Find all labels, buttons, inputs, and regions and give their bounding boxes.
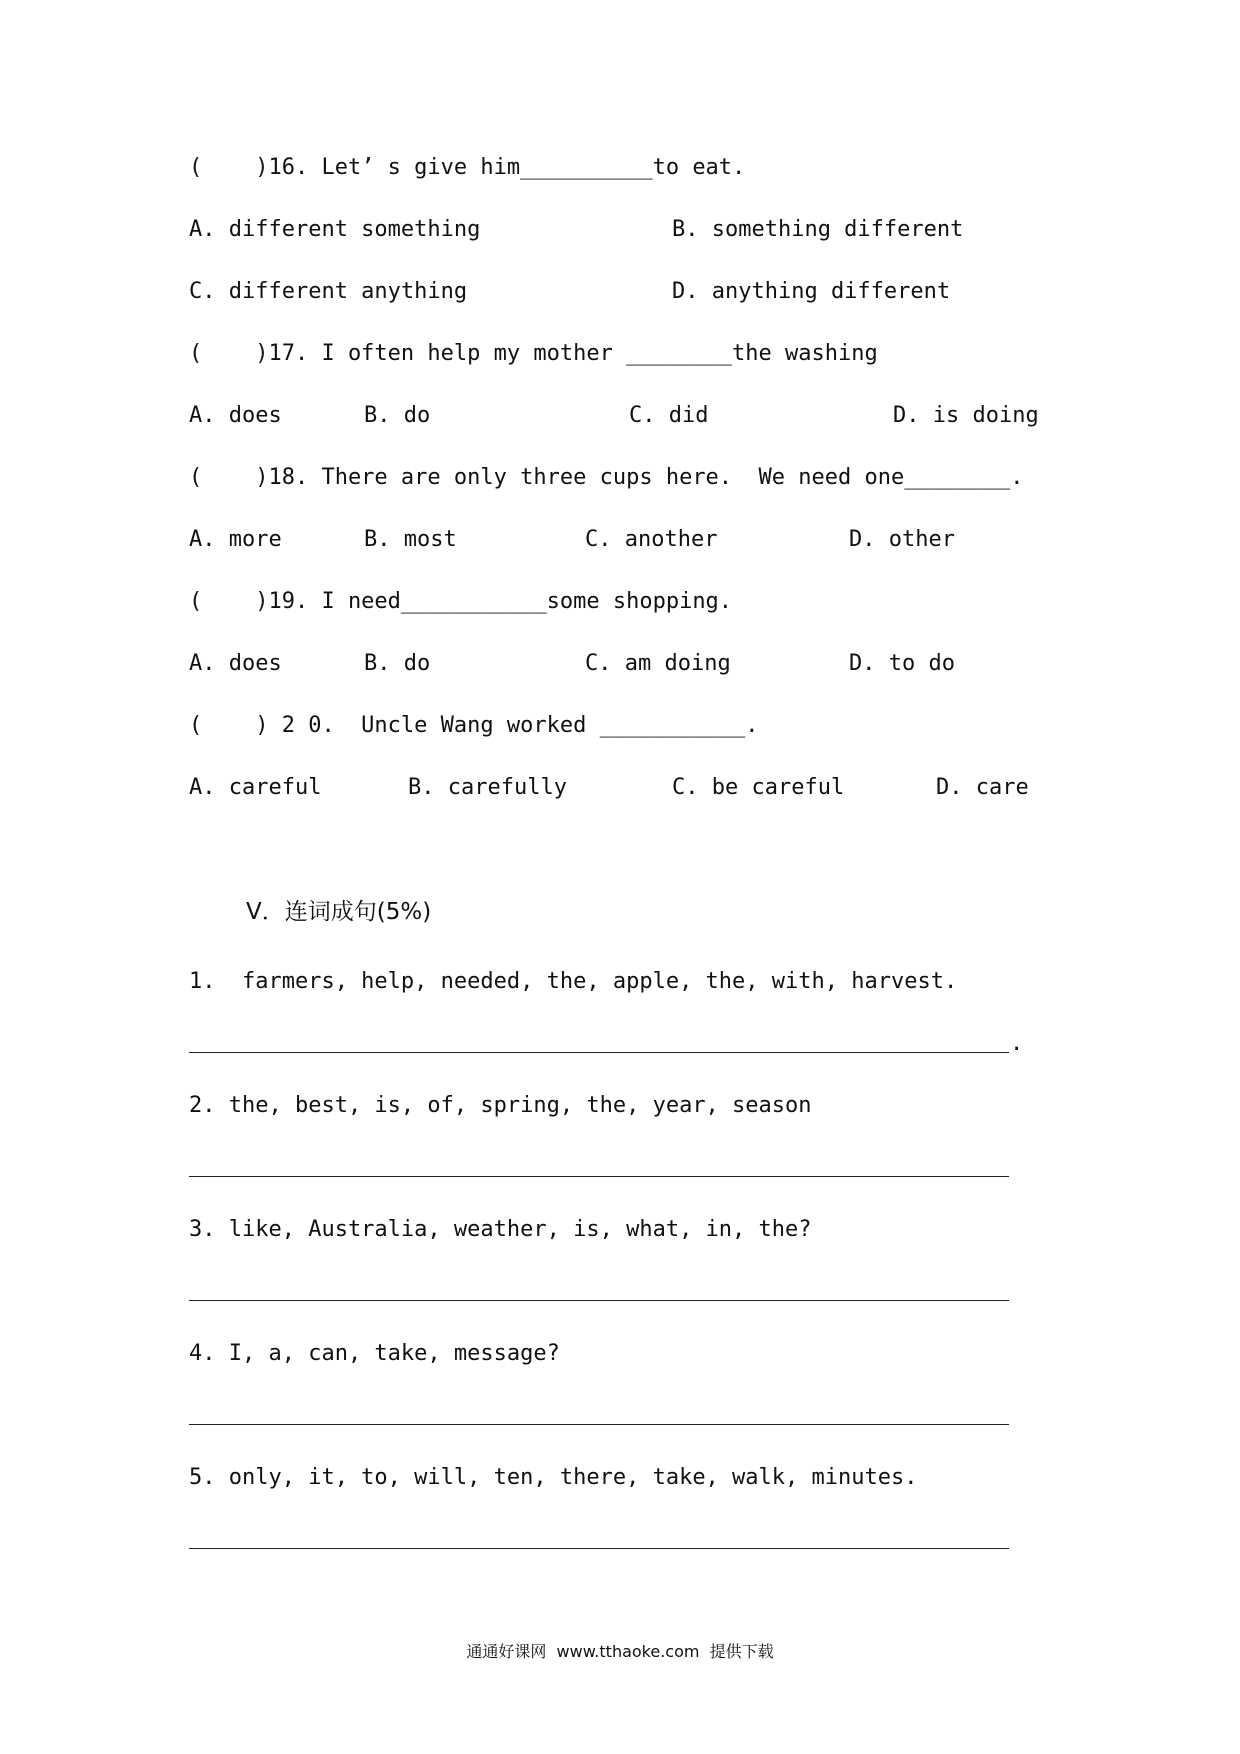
q16-option-a: A. different something <box>189 217 481 242</box>
question-18: ( )18. There are only three cups here. We need one________. <box>189 465 1024 490</box>
q16-option-b: B. something different <box>672 217 964 242</box>
q20-option-c: C. be careful <box>672 775 845 800</box>
answer-line-2 <box>189 1176 1009 1177</box>
section-title: V．连词成句(5%) <box>246 899 432 925</box>
q17-option-b: B. do <box>364 403 431 428</box>
question-19: ( )19. I need___________some shopping. <box>189 589 733 614</box>
q18-option-c: C. another <box>585 527 718 552</box>
answer-line-4 <box>189 1424 1009 1425</box>
sentence-item-3: 3. like, Australia, weather, is, what, in, the? <box>189 1217 812 1242</box>
answer-line-1 <box>189 1052 1009 1053</box>
answer-line-5 <box>189 1548 1009 1549</box>
q18-option-b: B. most <box>364 527 457 552</box>
page-footer: 通通好课网 www.tthaoke.com 提供下载 <box>466 1642 774 1661</box>
answer-line-1-period: . <box>1010 1031 1024 1056</box>
answer-line-3 <box>189 1300 1009 1301</box>
question-16: ( )16. Let’ s give him__________to eat. <box>189 155 746 180</box>
q20-option-d: D. care <box>936 775 1029 800</box>
sentence-item-4: 4. I, a, can, take, message? <box>189 1341 560 1366</box>
q18-option-d: D. other <box>849 527 955 552</box>
q19-option-a: A. does <box>189 651 282 676</box>
question-17: ( )17. I often help my mother ________the washing <box>189 341 878 366</box>
q20-option-a: A. careful <box>189 775 322 800</box>
q18-option-a: A. more <box>189 527 282 552</box>
question-20: ( ) 2 0. Uncle Wang worked ___________. <box>189 713 759 738</box>
sentence-item-5: 5. only, it, to, will, ten, there, take, walk, minutes. <box>189 1465 918 1490</box>
sentence-item-1: 1. farmers, help, needed, the, apple, the, with, harvest. <box>189 969 958 994</box>
sentence-item-2: 2. the, best, is, of, spring, the, year, season <box>189 1093 812 1118</box>
q17-option-a: A. does <box>189 403 282 428</box>
q19-option-d: D. to do <box>849 651 955 676</box>
q17-option-d: D. is doing <box>893 403 1039 428</box>
q19-option-c: C. am doing <box>585 651 731 676</box>
q20-option-b: B. carefully <box>408 775 567 800</box>
q17-option-c: C. did <box>629 403 709 428</box>
q16-option-c: C. different anything <box>189 279 468 304</box>
q16-option-d: D. anything different <box>672 279 951 304</box>
q19-option-b: B. do <box>364 651 431 676</box>
